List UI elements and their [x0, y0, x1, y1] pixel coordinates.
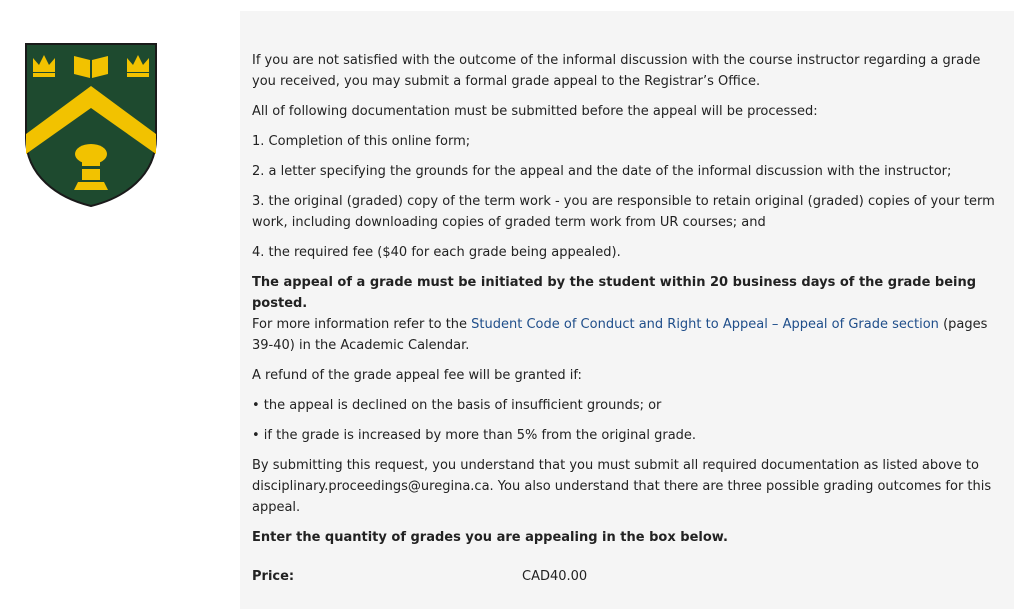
price-value: CAD40.00 — [522, 569, 588, 584]
more-info-suffix: (pages 39-40) in the Academic Calendar. — [252, 317, 988, 353]
more-info-prefix: For more information refer to the — [252, 317, 472, 332]
documentation-intro: All of following documentation must be submitted before the appeal will be processed: — [252, 104, 818, 119]
documentation-item-4: 4. the required fee ($40 for each grade being appealed). — [252, 245, 621, 260]
deadline-notice: The appeal of a grade must be initiated by the student within 20 business days of the grade being posted. — [252, 275, 977, 311]
quantity-prompt: Enter the quantity of grades you are appealing in the box below. — [252, 530, 728, 545]
documentation-item-3: 3. the original (graded) copy of the term work - you are responsible to retain original (graded) copies of your term work, including downloading copies of graded term work from UR courses; and — [252, 194, 995, 230]
appeal-of-grade-link[interactable]: Student Code of Conduct and Right to Appeal – Appeal of Grade section — [471, 317, 939, 332]
grade-appeal-info-panel — [240, 11, 1014, 609]
university-crest-logo — [24, 42, 158, 208]
deadline-paragraph — [252, 272, 1002, 356]
refund-intro: A refund of the grade appeal fee will be granted if: — [252, 368, 582, 383]
documentation-item-2: 2. a letter specifying the grounds for the appeal and the date of the informal discussion with the instructor; — [252, 164, 952, 179]
price-row — [252, 569, 587, 584]
refund-item-2: • if the grade is increased by more than 5% from the original grade. — [252, 428, 697, 443]
crest-shield-icon — [24, 42, 158, 208]
submission-note: By submitting this request, you understand that you must submit all required documentation as listed above to disciplinary.proceedings@uregina.ca. You also understand that there are three possible grading outcomes for this appeal. — [252, 458, 992, 515]
refund-item-1: • the appeal is declined on the basis of insufficient grounds; or — [252, 398, 662, 413]
intro-text: If you are not satisfied with the outcome of the informal discussion with the course instructor regarding a grade you received, you may submit a formal grade appeal to the Registrar’s Office. — [252, 53, 981, 89]
documentation-item-1: 1. Completion of this online form; — [252, 134, 471, 149]
price-label: Price: — [252, 569, 295, 584]
